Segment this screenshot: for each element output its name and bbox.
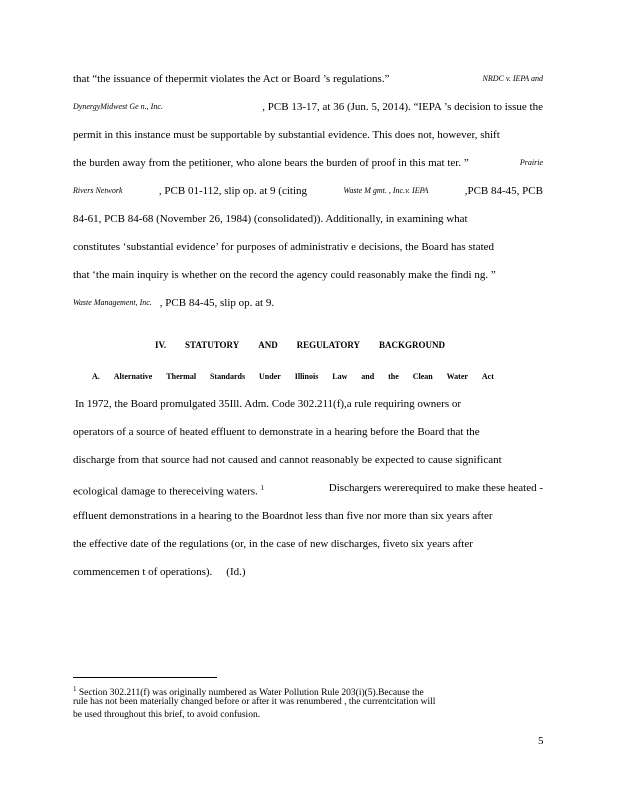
body-text: that ‘the main inquiry is whether on the record the agency could reasonably make the findi ng. ”	[73, 269, 496, 281]
page-number: 5	[538, 735, 544, 747]
subheading-word: Water	[446, 372, 468, 381]
section-line-3	[73, 453, 543, 467]
section-line-5	[73, 509, 543, 523]
body-text: effluent demonstrations in a hearing to the Boardnot less than five nor more than six years after	[73, 510, 493, 522]
body-text: ecological damage to thereceiving waters.	[73, 485, 258, 498]
body-text: In 1972, the Board promulgated 35Ill. Adm. Code 302.211(f),a rule requiring owners or	[75, 398, 462, 410]
body-text: commencemen t of operations).	[73, 566, 213, 578]
body-text: , PCB 84-45, slip op. at 9.	[159, 297, 275, 309]
body-line-7	[73, 240, 543, 254]
footnote-marker: 1	[73, 685, 77, 693]
subheading-word: the	[388, 372, 399, 381]
body-line-4	[73, 156, 543, 170]
heading-word: BACKGROUND	[378, 340, 445, 350]
section-heading	[155, 340, 445, 350]
body-text	[73, 481, 264, 499]
subheading-word: Act	[481, 372, 494, 381]
subsection-heading	[92, 372, 494, 381]
subheading-word: Law	[332, 372, 348, 381]
heading-word: REGULATORY	[296, 340, 361, 350]
subheading-word: Clean	[412, 372, 433, 381]
heading-numeral: IV.	[155, 340, 167, 350]
body-text: the effective date of the regulations (or, in the case of new discharges, fiveto six years after	[73, 538, 473, 550]
body-text: the burden away from the petitioner, who alone bears the burden of proof in this mat ter. ”	[73, 157, 469, 169]
case-citation: Rivers Network	[73, 186, 123, 195]
section-line-1	[75, 397, 503, 411]
body-text: operators of a source of heated effluent to demonstrate in a hearing before the Board that the	[73, 426, 480, 438]
case-citation: Waste Management, Inc.	[73, 298, 152, 307]
case-citation: Prairie	[519, 158, 543, 167]
body-line-1	[73, 72, 543, 86]
body-line-5	[73, 184, 543, 198]
footnote-line-3	[73, 709, 533, 721]
footnote-separator	[73, 677, 217, 678]
subheading-word: Alternative	[113, 372, 153, 381]
subheading-word: Under	[259, 372, 281, 381]
body-line-2	[73, 100, 543, 114]
body-line-3	[73, 128, 543, 142]
heading-word: AND	[258, 340, 278, 350]
body-line-9	[73, 296, 543, 310]
section-line-4	[73, 481, 543, 499]
footnote-text: Section 302.211(f) was originally numbered as Water Pollution Rule 203(i)(5).Because the	[78, 688, 424, 699]
body-line-8	[73, 268, 543, 282]
body-text: discharge from that source had not caused and cannot reasonably be expected to cause significant	[73, 454, 502, 466]
body-text: 84-61, PCB 84-68 (November 26, 1984) (consolidated)). Additionally, in examining what	[73, 213, 468, 225]
body-text: constitutes ‘substantial evidence’ for purposes of administrativ e decisions, the Board has stated	[73, 241, 495, 253]
footnote-reference: 1	[260, 484, 265, 492]
section-line-2	[73, 425, 543, 439]
section-line-6	[73, 537, 543, 551]
case-citation: Waste M gmt. , Inc.v. IEPA	[343, 186, 429, 195]
body-text: , PCB 13-17, at 36 (Jun. 5, 2014). “IEPA ’s decision to issue the	[262, 101, 543, 113]
subheading-word: Standards	[209, 372, 246, 381]
subheading-word: Illinois	[294, 372, 319, 381]
case-citation: DynergyMidwest Ge n., Inc.	[73, 102, 163, 111]
body-text: permit in this instance must be supportable by substantial evidence. This does not, however, shift	[73, 129, 500, 141]
body-text: (Id.)	[226, 566, 246, 578]
subheading-word: Thermal	[166, 372, 197, 381]
body-text: , PCB 01-112, slip op. at 9 (citing	[158, 185, 308, 197]
body-text: that “the issuance of thepermit violates the Act or Board ’s regulations.”	[73, 73, 390, 85]
case-citation: NRDC v. IEPA and	[482, 74, 543, 83]
body-text: ,PCB 84-45, PCB	[464, 185, 543, 197]
footnote-text: be used throughout this brief, to avoid confusion.	[73, 710, 261, 720]
subheading-letter: A.	[92, 372, 100, 381]
footnote-line-2	[73, 696, 533, 708]
subheading-word: and	[361, 372, 375, 381]
section-line-7	[73, 565, 543, 579]
body-line-6	[73, 212, 543, 226]
heading-word: STATUTORY	[185, 340, 240, 350]
body-text: Dischargers wererequired to make these heated -	[328, 482, 543, 494]
footnote-text: rule has not been materially changed before or after it was renumbered , the currentcitation will	[73, 697, 436, 707]
